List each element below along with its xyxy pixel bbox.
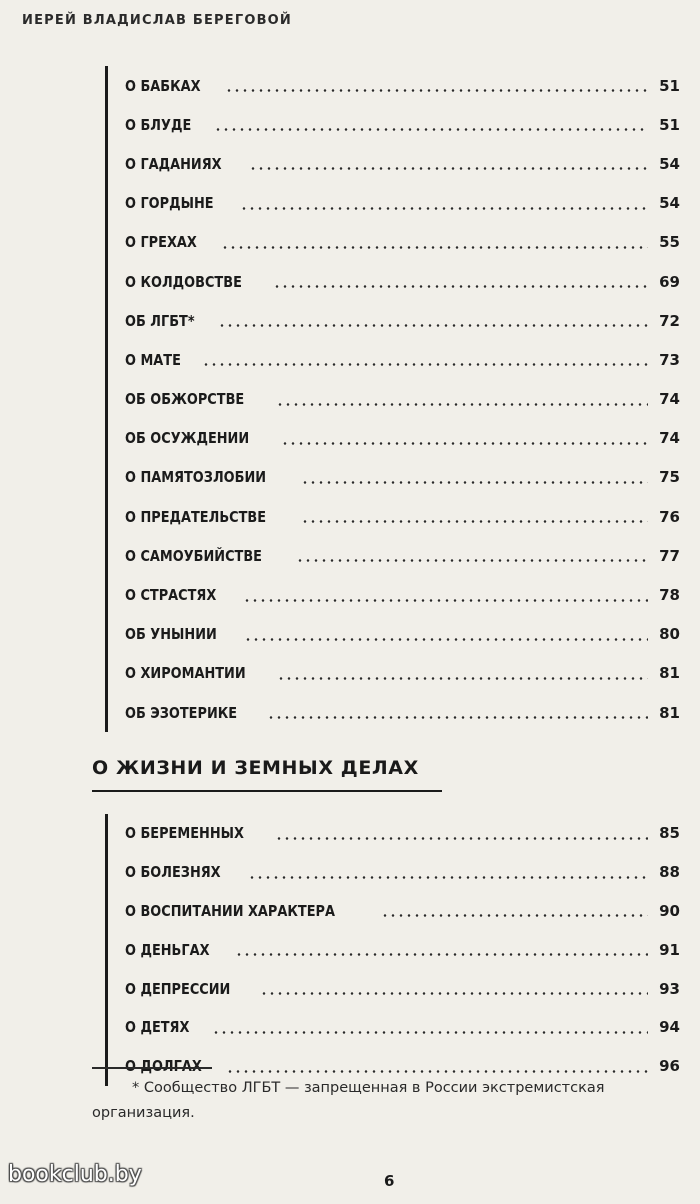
toc-dot-leader <box>244 638 648 641</box>
watermark: bookclub.by <box>8 1162 142 1187</box>
toc-entry-title: О ХИРОМАНТИИ <box>125 664 246 683</box>
toc-dot-leader <box>240 207 648 210</box>
toc-entry-title: О БАБКАХ <box>125 76 201 95</box>
toc-entry[interactable] <box>108 144 680 183</box>
toc-dot-leader <box>212 1031 648 1034</box>
toc-dot-leader <box>296 559 648 562</box>
toc-entry-title: О МАТЕ <box>125 350 181 369</box>
toc-entry[interactable] <box>108 536 680 575</box>
toc-entry-page: 51 <box>659 76 680 95</box>
toc-entry-title: ОБ ЛГБТ* <box>125 311 195 330</box>
toc-entry-page: 91 <box>659 940 680 959</box>
toc-entry[interactable] <box>108 654 680 693</box>
toc-entry-title: О ДЕНЬГАХ <box>125 940 210 959</box>
toc-entry[interactable] <box>108 301 680 340</box>
toc-dot-leader <box>273 285 648 288</box>
toc-entry[interactable] <box>108 66 680 105</box>
toc-entry[interactable] <box>108 419 680 458</box>
toc-entry-title: ОБ ОСУЖДЕНИИ <box>125 429 250 448</box>
toc-entry[interactable] <box>108 892 680 931</box>
page-number: 6 <box>384 1172 395 1190</box>
toc-dot-leader <box>276 403 648 406</box>
toc-entry-page: 85 <box>659 824 680 843</box>
toc-entry[interactable] <box>108 930 680 969</box>
toc-entry-title: О ВОСПИТАНИИ ХАРАКТЕРА <box>125 901 335 920</box>
toc-entry-title: О БОЛЕЗНЯХ <box>125 863 221 882</box>
toc-entry-page: 74 <box>659 390 680 409</box>
toc-dot-leader <box>226 1070 648 1073</box>
toc-entry-page: 78 <box>659 586 680 605</box>
toc-dot-leader <box>301 520 648 523</box>
toc-entry-title: О БЛУДЕ <box>125 115 192 134</box>
toc-entry-page: 93 <box>659 979 680 998</box>
toc-entry-page: 80 <box>659 625 680 644</box>
toc-entry-page: 69 <box>659 272 680 291</box>
toc-entry-title: О ПРЕДАТЕЛЬСТВЕ <box>125 507 267 526</box>
toc-dot-leader <box>277 677 648 680</box>
toc-entry-page: 94 <box>659 1018 680 1037</box>
section-heading-underline <box>92 790 442 792</box>
toc-entry-page: 75 <box>659 468 680 487</box>
toc-entry-page: 81 <box>659 664 680 683</box>
toc-entry[interactable] <box>108 814 680 853</box>
toc-entry[interactable] <box>108 969 680 1008</box>
toc-dot-leader <box>275 837 648 840</box>
toc-dot-leader <box>301 481 648 484</box>
toc-entry-title: О ДЕТЯХ <box>125 1018 190 1037</box>
toc-entry-title: О ГРЕХАХ <box>125 233 197 252</box>
toc-dot-leader <box>214 128 648 131</box>
toc-entry-page: 74 <box>659 429 680 448</box>
running-head: ИЕРЕЙ ВЛАДИСЛАВ БЕРЕГОВОЙ <box>22 13 293 28</box>
toc-entry-title: О ГАДАНИЯХ <box>125 154 222 173</box>
toc-entry[interactable] <box>108 184 680 223</box>
toc-entry-page: 51 <box>659 115 680 134</box>
toc-entry-title: О СТРАСТЯХ <box>125 586 217 605</box>
toc-dot-leader <box>225 89 648 92</box>
toc-dot-leader <box>267 716 648 719</box>
toc-dot-leader <box>243 599 648 602</box>
toc-entry-page: 88 <box>659 863 680 882</box>
toc-entry-title: О САМОУБИЙСТВЕ <box>125 546 262 565</box>
toc-entry-title: ОБ УНЫНИИ <box>125 625 217 644</box>
toc-list-part2 <box>105 814 680 1086</box>
toc-entry-page: 81 <box>659 703 680 722</box>
toc-entry-title: ОБ ОБЖОРСТВЕ <box>125 390 245 409</box>
toc-dot-leader <box>281 442 648 445</box>
toc-entry[interactable] <box>108 497 680 536</box>
toc-entry-page: 76 <box>659 507 680 526</box>
toc-entry[interactable] <box>108 1008 680 1047</box>
toc-entry[interactable] <box>108 105 680 144</box>
toc-dot-leader <box>381 914 648 917</box>
toc-entry-page: 77 <box>659 546 680 565</box>
toc-dot-leader <box>235 953 648 956</box>
toc-entry[interactable] <box>108 615 680 654</box>
toc-entry-title: О КОЛДОВСТВЕ <box>125 272 242 291</box>
toc-list-part1 <box>105 66 680 732</box>
toc-entry-title: О БЕРЕМЕННЫХ <box>125 824 244 843</box>
toc-dot-leader <box>248 876 648 879</box>
toc-entry[interactable] <box>108 853 680 892</box>
toc-entry[interactable] <box>108 262 680 301</box>
toc-entry-title: ОБ ЭЗОТЕРИКЕ <box>125 703 238 722</box>
toc-entry[interactable] <box>108 340 680 379</box>
footnote-rule <box>92 1067 212 1069</box>
toc-entry-page: 73 <box>659 350 680 369</box>
toc-entry-page: 54 <box>659 154 680 173</box>
toc-entry[interactable] <box>108 380 680 419</box>
toc-entry-page: 55 <box>659 233 680 252</box>
toc-dot-leader <box>260 992 649 995</box>
toc-dot-leader <box>221 246 648 249</box>
toc-entry-title: О ПАМЯТОЗЛОБИИ <box>125 468 267 487</box>
toc-entry[interactable] <box>108 575 680 614</box>
section-heading: О ЖИЗНИ И ЗЕМНЫХ ДЕЛАХ <box>92 757 419 779</box>
footnote: * Сообщество ЛГБТ — запрещенная в России экстремистская организация. <box>92 1080 605 1121</box>
toc-entry-page: 90 <box>659 901 680 920</box>
toc-entry[interactable] <box>108 693 680 732</box>
toc-dot-leader <box>218 324 648 327</box>
toc-entry-page: 72 <box>659 311 680 330</box>
toc-dot-leader <box>249 167 648 170</box>
toc-entry-page: 96 <box>659 1057 680 1076</box>
toc-entry-title: О ДЕПРЕССИИ <box>125 979 231 998</box>
toc-entry-title: О ГОРДЫНЕ <box>125 194 214 213</box>
toc-dot-leader <box>202 363 648 366</box>
toc-entry-page: 54 <box>659 194 680 213</box>
toc-entry[interactable] <box>108 458 680 497</box>
toc-entry[interactable] <box>108 223 680 262</box>
